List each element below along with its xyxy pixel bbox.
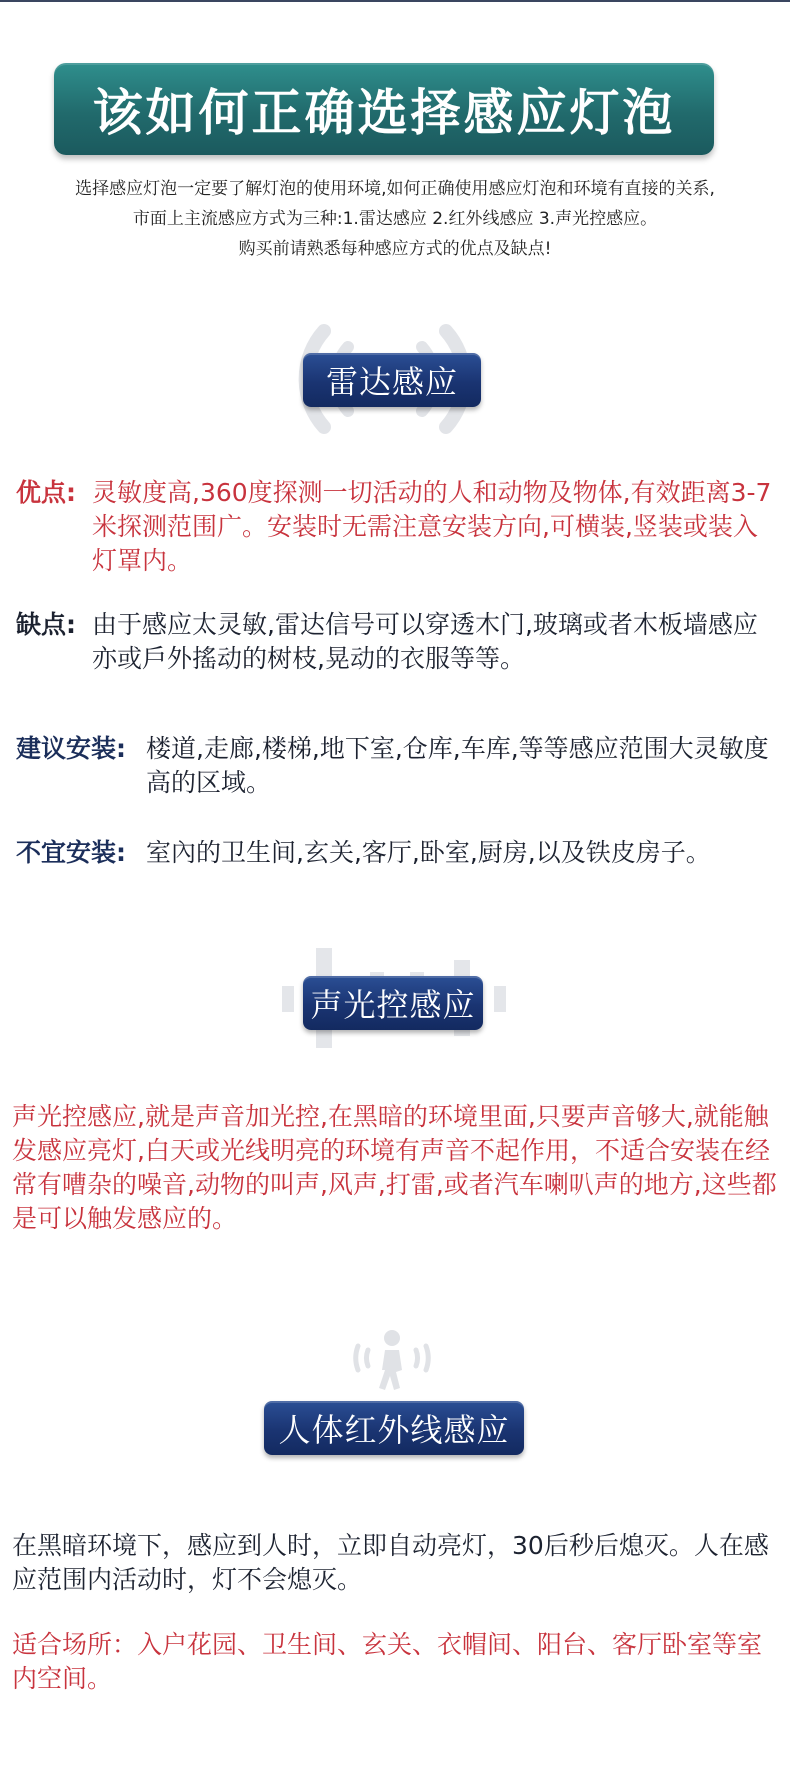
radar-heading	[303, 353, 481, 407]
radar-heading-text: 雷达感应	[325, 363, 458, 401]
recommend-text: 楼道,走廊,楼梯,地下室,仓库,车库,等等感应范围大灵敏度高的区域。	[146, 734, 769, 797]
page-title: 该如何正确选择感应灯泡	[92, 84, 676, 142]
cons-text: 由于感应太灵敏,雷达信号可以穿透木门,玻璃或者木板墙感应亦或戶外搖动的树枝,晃动的衣服等等。	[92, 610, 758, 673]
top-border	[0, 0, 790, 2]
pros-text: 灵敏度高,360度探测一切活动的人和动物及物体,有效距离3-7米探测范围广。安装时无需注意安装方向,可横装,竖装或装入灯罩内。	[92, 478, 772, 575]
intro-line-3: 购买前请熟悉每种感应方式的优点及缺点!	[238, 239, 552, 259]
recommend-label: 建议安装:	[16, 734, 126, 763]
intro-line-1: 选择感应灯泡一定要了解灯泡的使用环境,如何正确使用感应灯泡和环境有直接的关系,	[75, 179, 715, 199]
infrared-heading-text: 人体红外线感应	[278, 1411, 510, 1449]
infrared-description: 在黑暗环境下，感应到人时，立即自动亮灯，30后秒后熄灭。人在感应范围内活动时，灯不会熄灭。	[12, 1531, 769, 1594]
sound-description: 声光控感应,就是声音加光控,在黑暗的环境里面,只要声音够大,就能触发感应亮灯,白天或光线明亮的环境有声音不起作用，不适合安装在经常有嘈杂的噪音,动物的叫声,风声,打雷,或者汽车喇叭声的地方,这些都是可以触发感应的。	[12, 1102, 777, 1233]
avoid-text: 室內的卫生间,玄关,客厅,卧室,厨房,以及铁皮房子。	[146, 838, 711, 867]
avoid-label: 不宜安装:	[16, 838, 126, 867]
intro-line-2: 市面上主流感应方式为三种:1.雷达感应 2.红外线感应 3.声光控感应。	[132, 209, 658, 229]
person-motion-icon	[352, 1326, 432, 1404]
sound-heading	[303, 976, 483, 1030]
infrared-places: 适合场所：入户花园、卫生间、玄关、衣帽间、阳台、客厅卧室等室内空间。	[12, 1630, 763, 1693]
infrared-heading	[264, 1401, 524, 1455]
title-banner	[54, 63, 714, 155]
pros-label: 优点:	[16, 478, 76, 507]
sound-heading-text: 声光控感应	[310, 986, 476, 1024]
cons-label: 缺点:	[16, 610, 76, 639]
